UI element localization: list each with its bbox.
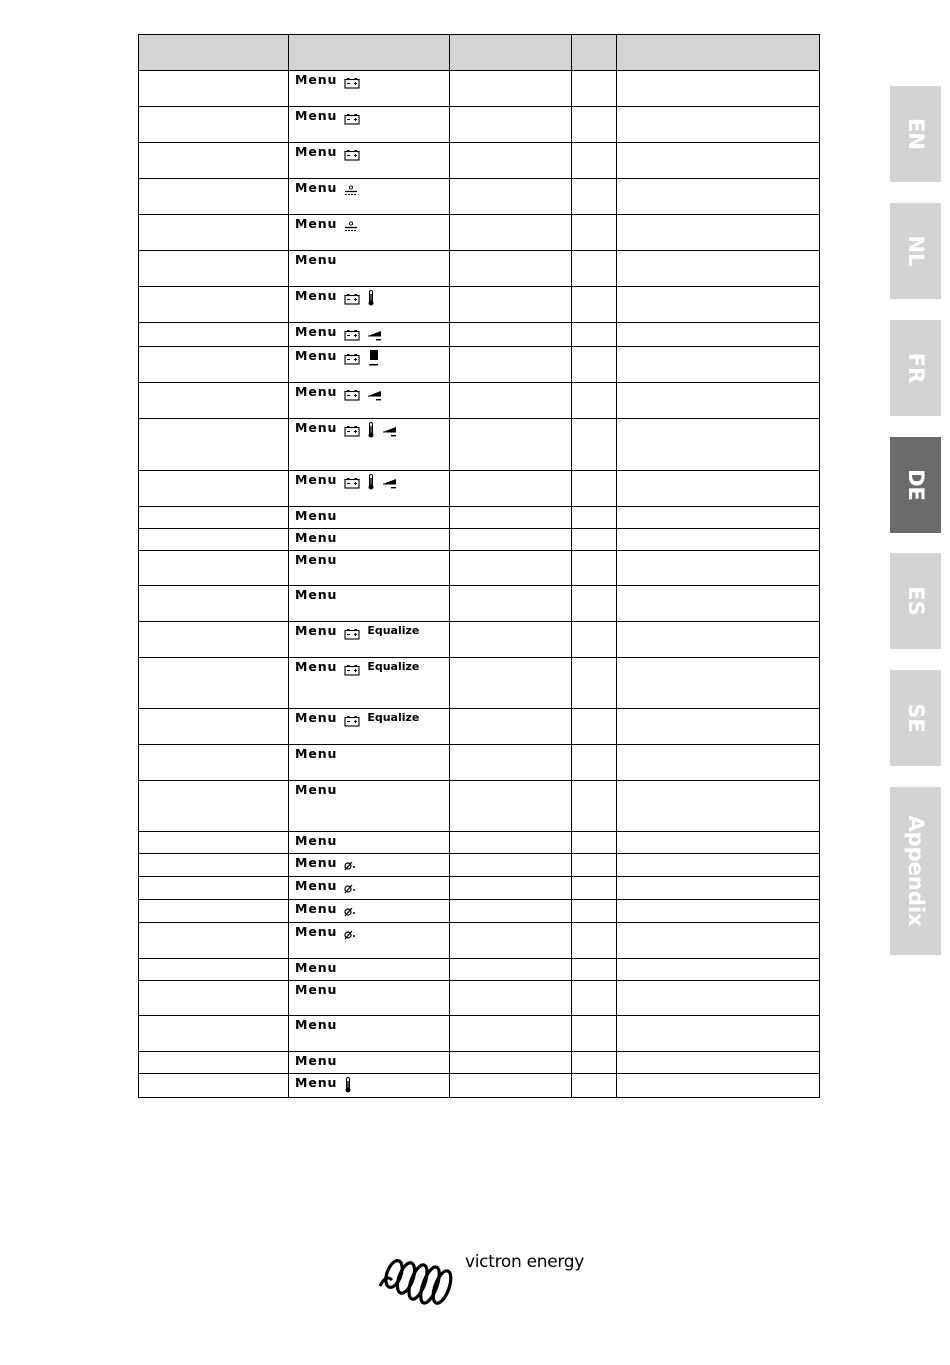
table-cell: [450, 251, 572, 287]
menu-path-cell: [289, 419, 450, 471]
menu-path-cell: [289, 658, 450, 709]
menu-path-cell: [289, 923, 450, 959]
thermometer-icon: [344, 1077, 352, 1097]
menu-word: Menu: [295, 530, 338, 545]
thermometer-icon: [367, 290, 375, 310]
table-cell: [572, 471, 617, 507]
table-cell: [450, 419, 572, 471]
menu-word: Menu: [295, 144, 338, 159]
table-cell: [572, 143, 617, 179]
table-cell: [139, 419, 289, 471]
table-row: [139, 981, 820, 1016]
menu-path-cell: [289, 529, 450, 551]
table-cell: [450, 215, 572, 251]
menu-path-cell: [289, 900, 450, 923]
menu-word: Menu: [295, 982, 338, 997]
table-cell: [139, 71, 289, 107]
table-cell: [139, 709, 289, 745]
tab-de[interactable]: [890, 437, 941, 533]
bulk-curve-icon: [382, 474, 398, 494]
table-cell: [617, 507, 820, 529]
table-row: [139, 923, 820, 959]
table-row: [139, 900, 820, 923]
table-cell: [450, 586, 572, 622]
table-cell: [572, 658, 617, 709]
tab-se[interactable]: [890, 670, 941, 766]
table-cell: [617, 287, 820, 323]
table-cell: [450, 709, 572, 745]
table-cell: [617, 551, 820, 586]
menu-path-cell: [289, 71, 450, 107]
menu-word: Menu: [295, 288, 338, 303]
table-cell: [139, 179, 289, 215]
table-row: [139, 471, 820, 507]
dc-source-icon: [344, 182, 358, 201]
bulk-curve-icon: [382, 422, 398, 442]
table-cell: [617, 900, 820, 923]
table-row: [139, 1074, 820, 1098]
menu-word: Menu: [295, 710, 338, 725]
table-cell: [617, 854, 820, 877]
table-cell: [139, 215, 289, 251]
table-row: [139, 622, 820, 658]
menu-path-cell: [289, 709, 450, 745]
table-cell: [617, 215, 820, 251]
menu-path-cell: [289, 781, 450, 832]
tab-label: Appendix: [903, 815, 928, 927]
menu-word: Menu: [295, 348, 338, 363]
table-cell: [139, 832, 289, 854]
tab-es[interactable]: [890, 553, 941, 649]
menu-word: Menu: [295, 108, 338, 123]
header-cell: [289, 35, 450, 71]
tab-nl[interactable]: [890, 203, 941, 299]
table-cell: [139, 1016, 289, 1052]
table-cell: [139, 143, 289, 179]
battery-icon: [344, 474, 360, 493]
table-cell: [450, 143, 572, 179]
table-cell: [617, 745, 820, 781]
menu-path-cell: [289, 854, 450, 877]
table-cell: [572, 586, 617, 622]
table-cell: [617, 959, 820, 981]
table-cell: [450, 71, 572, 107]
header-cell: [139, 35, 289, 71]
table-cell: [572, 215, 617, 251]
table-cell: [617, 1016, 820, 1052]
table-cell: [617, 323, 820, 347]
settings-table: [138, 34, 820, 1098]
table-cell: [617, 658, 820, 709]
bulk-curve-icon: [367, 386, 383, 406]
table-cell: [572, 419, 617, 471]
table-cell: [139, 287, 289, 323]
menu-word: Menu: [295, 1053, 338, 1068]
table-cell: [572, 781, 617, 832]
table-cell: [139, 551, 289, 586]
table-row: [139, 383, 820, 419]
table-cell: [139, 981, 289, 1016]
table-row: [139, 215, 820, 251]
table-cell: [450, 832, 572, 854]
table-cell: [617, 586, 820, 622]
equalize-label: Equalize: [367, 711, 420, 724]
table-cell: [450, 981, 572, 1016]
table-cell: [572, 1052, 617, 1074]
bulk-curve-icon: [367, 326, 383, 346]
table-cell: [139, 347, 289, 383]
battery-icon: [344, 386, 360, 405]
table-cell: [139, 1074, 289, 1098]
table-cell: [617, 347, 820, 383]
table-cell: [572, 1016, 617, 1052]
table-cell: [617, 622, 820, 658]
menu-word: Menu: [295, 901, 338, 916]
menu-word: Menu: [295, 855, 338, 870]
battery-icon: [344, 422, 360, 441]
table-cell: [572, 71, 617, 107]
menu-path-cell: [289, 471, 450, 507]
battery-icon: [344, 326, 360, 345]
menu-word: Menu: [295, 924, 338, 939]
table-cell: [450, 622, 572, 658]
table-cell: [450, 529, 572, 551]
table-cell: [139, 959, 289, 981]
dc-source-icon: [344, 218, 358, 237]
table-cell: [572, 854, 617, 877]
table-cell: [450, 900, 572, 923]
table-cell: [572, 551, 617, 586]
menu-word: Menu: [295, 1017, 338, 1032]
menu-path-cell: [289, 383, 450, 419]
table-cell: [617, 471, 820, 507]
table-cell: [139, 529, 289, 551]
tab-label: DE: [903, 469, 928, 501]
menu-path-cell: [289, 745, 450, 781]
table-row: [139, 287, 820, 323]
menu-path-cell: [289, 507, 450, 529]
table-cell: [139, 251, 289, 287]
table-cell: [617, 877, 820, 900]
table-cell: [572, 745, 617, 781]
table-cell: [572, 507, 617, 529]
menu-word: Menu: [295, 420, 338, 435]
table-cell: [617, 383, 820, 419]
table-cell: [450, 507, 572, 529]
table-row: [139, 586, 820, 622]
menu-word: Menu: [295, 833, 338, 848]
table-cell: [617, 179, 820, 215]
table-cell: [617, 419, 820, 471]
menu-path-cell: [289, 1052, 450, 1074]
relay-icon: [344, 926, 356, 945]
menu-word: Menu: [295, 72, 338, 87]
table-cell: [617, 251, 820, 287]
table-cell: [572, 107, 617, 143]
table-cell: [450, 854, 572, 877]
menu-word: Menu: [295, 252, 338, 267]
menu-path-cell: [289, 347, 450, 383]
menu-word: Menu: [295, 659, 338, 674]
thermometer-icon: [367, 422, 375, 442]
table-cell: [617, 709, 820, 745]
menu-word: Menu: [295, 552, 338, 567]
table-row: [139, 854, 820, 877]
table-cell: [139, 877, 289, 900]
table-cell: [450, 745, 572, 781]
tab-label: FR: [903, 352, 928, 384]
table-cell: [139, 586, 289, 622]
table-cell: [617, 1052, 820, 1074]
menu-path-cell: [289, 551, 450, 586]
table-row: [139, 507, 820, 529]
table-cell: [572, 1074, 617, 1098]
table-cell: [139, 658, 289, 709]
table-cell: [139, 507, 289, 529]
menu-word: Menu: [295, 746, 338, 761]
table-cell: [617, 107, 820, 143]
table-cell: [572, 347, 617, 383]
menu-path-cell: [289, 251, 450, 287]
menu-word: Menu: [295, 216, 338, 231]
battery-icon: [344, 110, 360, 129]
table-row: [139, 1016, 820, 1052]
thermometer-icon: [367, 474, 375, 494]
menu-path-cell: [289, 1074, 450, 1098]
table-cell: [617, 529, 820, 551]
table-cell: [450, 877, 572, 900]
relay-icon: [344, 880, 356, 899]
menu-path-cell: [289, 323, 450, 347]
table-row: [139, 781, 820, 832]
menu-word: Menu: [295, 587, 338, 602]
table-row: [139, 529, 820, 551]
table-cell: [572, 529, 617, 551]
table-cell: [139, 923, 289, 959]
table-cell: [450, 107, 572, 143]
table-cell: [617, 981, 820, 1016]
menu-word: Menu: [295, 960, 338, 975]
table-cell: [617, 143, 820, 179]
tab-label: EN: [903, 118, 928, 150]
absorption-block-icon: [367, 350, 381, 372]
table-cell: [572, 877, 617, 900]
relay-icon: [344, 903, 356, 922]
table-cell: [450, 179, 572, 215]
tab-en[interactable]: [890, 86, 941, 182]
menu-path-cell: [289, 1016, 450, 1052]
table-row: [139, 179, 820, 215]
table-cell: [450, 959, 572, 981]
menu-path-cell: [289, 622, 450, 658]
table-cell: [450, 1016, 572, 1052]
table-row: [139, 347, 820, 383]
table-cell: [139, 323, 289, 347]
table-cell: [450, 471, 572, 507]
header-cell: [617, 35, 820, 71]
table-body: [139, 71, 820, 1098]
table-cell: [617, 71, 820, 107]
menu-path-cell: [289, 143, 450, 179]
table-cell: [139, 107, 289, 143]
menu-word: Menu: [295, 324, 338, 339]
menu-path-cell: [289, 287, 450, 323]
table-row: [139, 71, 820, 107]
table-row: [139, 323, 820, 347]
menu-word: Menu: [295, 623, 338, 638]
table-row: [139, 658, 820, 709]
tab-fr[interactable]: [890, 320, 941, 416]
table-cell: [450, 347, 572, 383]
table-cell: [139, 471, 289, 507]
table-row: [139, 877, 820, 900]
table-cell: [450, 781, 572, 832]
battery-icon: [344, 350, 360, 369]
table-cell: [139, 745, 289, 781]
table-cell: [572, 323, 617, 347]
table-row: [139, 1052, 820, 1074]
table-cell: [572, 287, 617, 323]
brand-name: victron energy: [465, 1252, 585, 1272]
tab-label: ES: [903, 586, 928, 616]
menu-path-cell: [289, 107, 450, 143]
table-cell: [450, 658, 572, 709]
menu-path-cell: [289, 959, 450, 981]
menu-path-cell: [289, 215, 450, 251]
battery-icon: [344, 74, 360, 93]
menu-word: Menu: [295, 508, 338, 523]
menu-path-cell: [289, 832, 450, 854]
menu-path-cell: [289, 877, 450, 900]
table-cell: [617, 1074, 820, 1098]
tab-label: NL: [903, 235, 928, 267]
table-cell: [139, 1052, 289, 1074]
table-row: [139, 709, 820, 745]
table-cell: [450, 383, 572, 419]
table-cell: [450, 323, 572, 347]
table-cell: [572, 251, 617, 287]
table-cell: [139, 383, 289, 419]
menu-word: Menu: [295, 384, 338, 399]
table-cell: [572, 959, 617, 981]
table-cell: [617, 832, 820, 854]
table-cell: [572, 923, 617, 959]
table-header-row: [139, 35, 820, 71]
equalize-label: Equalize: [367, 624, 420, 637]
table-cell: [572, 709, 617, 745]
menu-word: Menu: [295, 782, 338, 797]
table-cell: [139, 900, 289, 923]
header-cell: [450, 35, 572, 71]
equalize-label: Equalize: [367, 660, 420, 673]
battery-icon: [344, 290, 360, 309]
menu-path-cell: [289, 586, 450, 622]
tab-appendix[interactable]: [890, 787, 941, 955]
table-cell: [450, 551, 572, 586]
table-cell: [572, 622, 617, 658]
battery-icon: [344, 661, 360, 680]
table-row: [139, 251, 820, 287]
menu-path-cell: [289, 981, 450, 1016]
table-cell: [139, 781, 289, 832]
table-cell: [617, 923, 820, 959]
table-row: [139, 107, 820, 143]
battery-icon: [344, 146, 360, 165]
menu-word: Menu: [295, 472, 338, 487]
table-cell: [450, 287, 572, 323]
table-cell: [572, 179, 617, 215]
relay-icon: [344, 857, 356, 876]
table-cell: [572, 981, 617, 1016]
table-row: [139, 832, 820, 854]
table-cell: [450, 1052, 572, 1074]
table-cell: [617, 781, 820, 832]
header-cell: [572, 35, 617, 71]
table-row: [139, 745, 820, 781]
battery-icon: [344, 712, 360, 731]
table-cell: [139, 854, 289, 877]
table-cell: [572, 900, 617, 923]
menu-word: Menu: [295, 878, 338, 893]
battery-icon: [344, 625, 360, 644]
table-cell: [450, 1074, 572, 1098]
table-cell: [572, 383, 617, 419]
table-row: [139, 551, 820, 586]
victron-coil-logo-icon: [378, 1250, 458, 1310]
menu-word: Menu: [295, 1075, 338, 1090]
table-cell: [572, 832, 617, 854]
table-row: [139, 143, 820, 179]
table-row: [139, 959, 820, 981]
table-row: [139, 419, 820, 471]
menu-word: Menu: [295, 180, 338, 195]
table-cell: [450, 923, 572, 959]
tab-label: SE: [903, 703, 928, 733]
table-cell: [139, 622, 289, 658]
menu-path-cell: [289, 179, 450, 215]
